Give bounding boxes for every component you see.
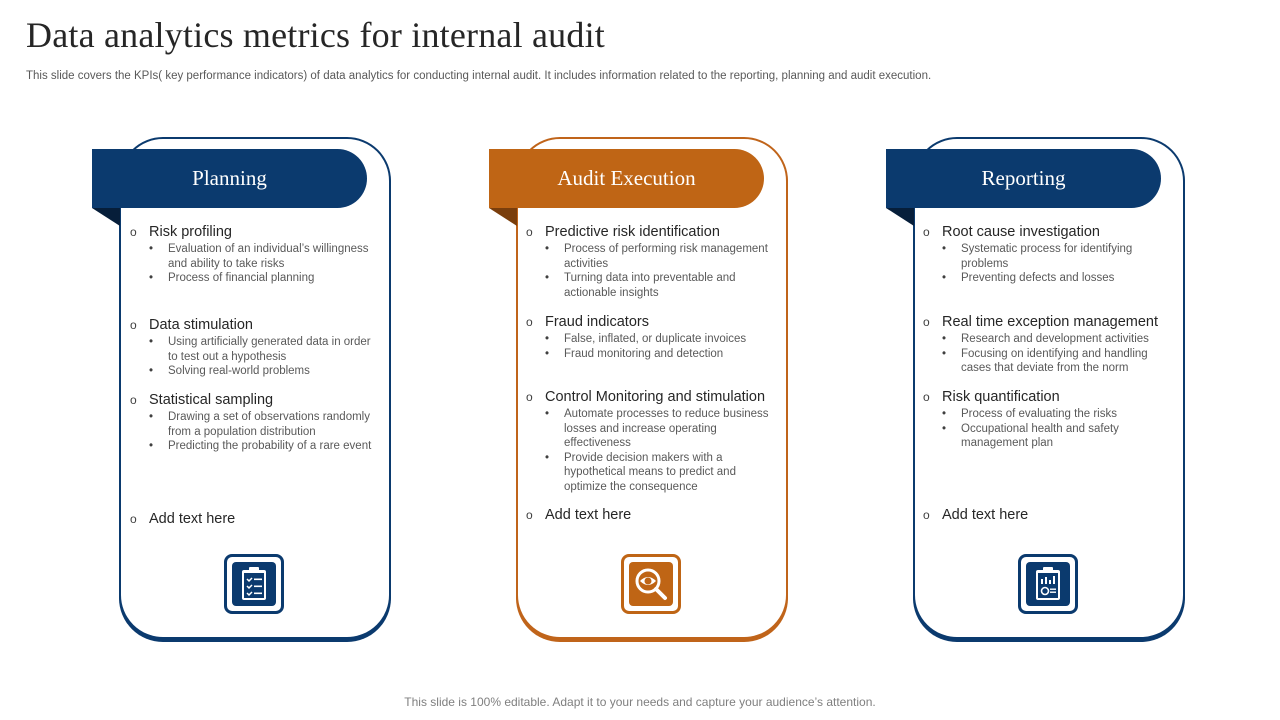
section-predictive-risk <box>526 224 776 300</box>
planning-header-fold <box>92 208 120 226</box>
section-add-text <box>130 511 380 528</box>
planning-header: Planning <box>92 149 367 208</box>
section-risk-profiling <box>130 224 380 286</box>
bullet-item: • Turning data into preventable and actionable insights <box>526 271 776 300</box>
section-risk-quantification <box>923 389 1173 451</box>
planning-icon-box <box>224 554 284 614</box>
bullet-item: • Systematic process for identifying problems <box>923 242 1173 271</box>
section-title: o Fraud indicators <box>526 314 776 331</box>
section-title: o Add text here <box>130 511 380 528</box>
clipboard-checklist-icon <box>232 562 276 606</box>
section-add-text <box>923 507 1173 524</box>
reporting-icon-box <box>1018 554 1078 614</box>
audit-execution-header: Audit Execution <box>489 149 764 208</box>
bullet-item: • Predicting the probability of a rare event <box>130 439 380 454</box>
magnifier-eye-icon <box>629 562 673 606</box>
bullet-item: • Automate processes to reduce business losses and increase operating effectiveness <box>526 407 776 451</box>
bullet-item: • Focusing on identifying and handling cases that deviate from the norm <box>923 347 1173 376</box>
section-title: o Risk profiling <box>130 224 380 241</box>
bullet-item: • Preventing defects and losses <box>923 271 1173 286</box>
page-title: Data analytics metrics for internal audit <box>26 15 605 55</box>
section-title: o Control Monitoring and stimulation <box>526 389 776 406</box>
report-chart-icon <box>1026 562 1070 606</box>
section-title: o Predictive risk identification <box>526 224 776 241</box>
bullet-item: • Process of evaluating the risks <box>923 407 1173 422</box>
section-title: o Root cause investigation <box>923 224 1173 241</box>
bullet-item: • Occupational health and safety management plan <box>923 422 1173 451</box>
section-title: o Data stimulation <box>130 317 380 334</box>
bullet-item: • False, inflated, or duplicate invoices <box>526 332 776 347</box>
page-subtitle: This slide covers the KPIs( key performance indicators) of data analytics for conducting internal audit. It includes information related to the reporting, planning and audit execution. <box>26 70 932 82</box>
section-statistical-sampling <box>130 392 380 454</box>
section-fraud-indicators <box>526 314 776 361</box>
bullet-item: • Provide decision makers with a hypothetical means to predict and optimize the consequence <box>526 451 776 495</box>
audit-execution-icon-box <box>621 554 681 614</box>
section-title: o Statistical sampling <box>130 392 380 409</box>
section-title: o Real time exception management <box>923 314 1173 331</box>
bullet-item: • Solving real-world problems <box>130 364 380 379</box>
bullet-item: • Process of performing risk management activities <box>526 242 776 271</box>
bullet-item: • Using artificially generated data in order to test out a hypothesis <box>130 335 380 364</box>
section-control-monitoring <box>526 389 776 494</box>
section-title: o Risk quantification <box>923 389 1173 406</box>
reporting-header-fold <box>886 208 914 226</box>
bullet-item: • Process of financial planning <box>130 271 380 286</box>
bullet-item: • Fraud monitoring and detection <box>526 347 776 362</box>
section-title: o Add text here <box>526 507 776 524</box>
bullet-item: • Drawing a set of observations randomly from a population distribution <box>130 410 380 439</box>
section-title: o Add text here <box>923 507 1173 524</box>
footer-note: This slide is 100% editable. Adapt it to your needs and capture your audience’s attention. <box>404 695 876 709</box>
bullet-item: • Evaluation of an individual’s willingness and ability to take risks <box>130 242 380 271</box>
bullet-item: • Research and development activities <box>923 332 1173 347</box>
section-data-stimulation <box>130 317 380 379</box>
section-add-text <box>526 507 776 524</box>
section-real-time-exception <box>923 314 1173 376</box>
section-root-cause <box>923 224 1173 286</box>
reporting-header: Reporting <box>886 149 1161 208</box>
audit-execution-header-fold <box>489 208 517 226</box>
